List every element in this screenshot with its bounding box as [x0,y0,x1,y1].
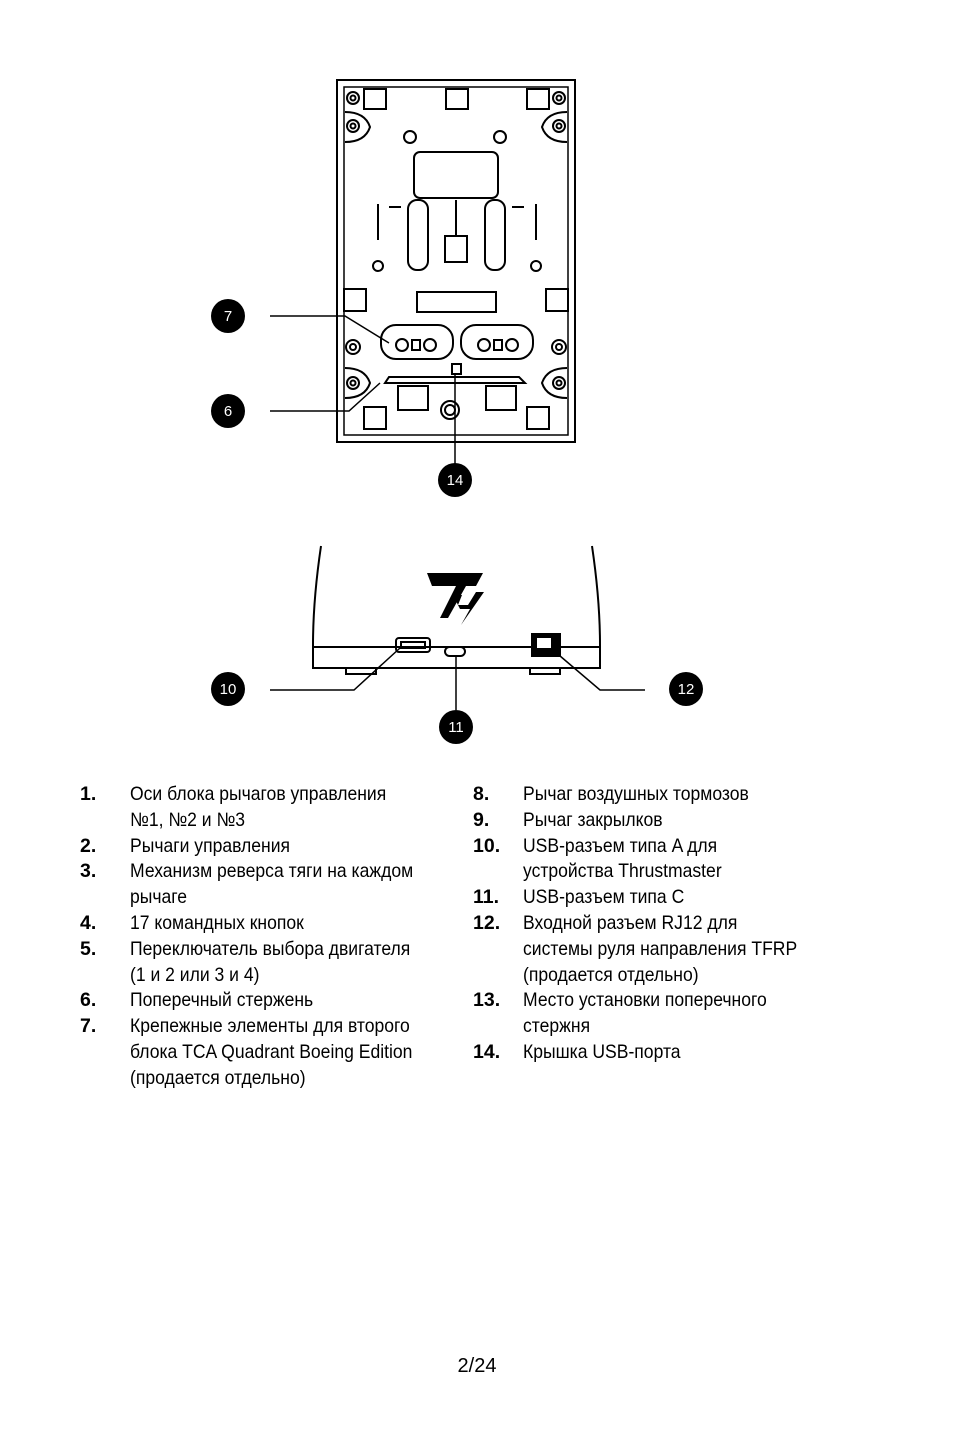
legend-item-line: (продается отдельно) [523,963,699,986]
legend-item-line: Оси блока рычагов управления [130,783,387,805]
legend-item-text [523,834,820,886]
legend-item-text [130,911,427,937]
legend-item-number: 9. [473,808,490,831]
legend-item-line: Входной разъем RJ12 для [523,911,738,934]
legend-item-number: 11. [473,886,500,909]
legend-right-column [473,782,853,1066]
legend-item [80,859,460,911]
svg-text:6: 6 [223,403,233,420]
legend-item-text [130,937,427,989]
legend-item-text [130,988,427,1014]
legend-item-line: USB-разъем типа C [523,886,685,909]
callout-12 [669,672,703,706]
page-number: 2/24 [457,1355,497,1377]
legend-item-number: 3. [80,860,97,883]
legend-item-text [523,808,820,834]
legend-item-text [523,911,820,988]
legend-item-number: 2. [80,834,97,857]
leader-lines [270,316,645,710]
legend-item [473,1040,853,1066]
legend-item [80,834,460,860]
legend-item-number: 1. [80,783,97,805]
legend-item [473,885,853,911]
legend-item [473,911,853,988]
legend-item-text [130,834,427,860]
callout-11 [439,710,473,744]
svg-text:11: 11 [448,719,464,736]
legend-item-line: Поперечный стержень [130,989,314,1012]
legend-item-line: устройства Thrustmaster [523,860,722,883]
legend-item-number: 13. [473,989,501,1012]
legend-item [473,834,853,886]
legend-item [473,782,853,808]
legend-item-text [130,782,427,834]
legend-item-number: 14. [473,1040,501,1063]
legend-item-number: 12. [473,911,501,934]
legend-item-line: Место установки поперечного [523,989,767,1012]
legend-item-line: стержня [523,1015,591,1038]
legend-item [80,988,460,1014]
legend-item-line: 17 командных кнопок [130,911,304,934]
legend-item [80,911,460,937]
legend-item [80,937,460,989]
legend-item-line: Рычаг закрылков [523,808,663,831]
callout-10 [211,672,245,706]
legend-item-text [130,1014,427,1091]
legend-item-number: 5. [80,937,97,960]
legend-item-text [130,859,427,911]
svg-text:7: 7 [223,308,233,325]
legend-item-line: №1, №2 и №3 [130,808,246,831]
thrustmaster-logo [427,573,484,625]
legend-item-line: блока TCA Quadrant Boeing Edition [130,1040,413,1063]
legend-item-line: Крышка USB-порта [523,1040,681,1063]
svg-text:14: 14 [446,472,464,489]
legend-item-number: 8. [473,783,490,805]
legend-item-line: Механизм реверса тяги на каждом [130,860,414,883]
legend-item-line: системы руля направления TFRP [523,937,798,960]
callout-6 [211,394,245,428]
callout-7 [211,299,245,333]
legend-item-line: Переключатель выбора двигателя [130,937,411,960]
legend-item-line: (продается отдельно) [130,1066,306,1089]
legend-item-line: (1 и 2 или 3 и 4) [130,963,260,986]
legend-item-text [523,988,820,1040]
svg-text:12: 12 [677,681,695,698]
legend-item-number: 10. [473,834,501,857]
legend-item-text [523,782,820,808]
legend-item [473,988,853,1040]
legend-item-line: рычаге [130,886,188,909]
legend-item-line: Рычаг воздушных тормозов [523,783,749,805]
device-bottom-view [337,80,575,442]
device-rear-view [313,546,600,674]
legend-item-line: USB-разъем типа A для [523,834,718,857]
legend-item-number: 7. [80,1015,97,1038]
legend-item [80,782,460,834]
callout-14 [438,463,472,497]
legend-item-number: 6. [80,989,97,1012]
legend-item-line: Рычаги управления [130,834,291,857]
svg-text:10: 10 [219,681,237,698]
legend-item-number: 4. [80,911,97,934]
legend-item [80,1014,460,1091]
legend-item-line: Крепежные элементы для второго [130,1015,410,1038]
legend-item-text [523,885,820,911]
legend-item [473,808,853,834]
legend-item-text [523,1040,820,1066]
legend-left-column [80,782,460,1092]
